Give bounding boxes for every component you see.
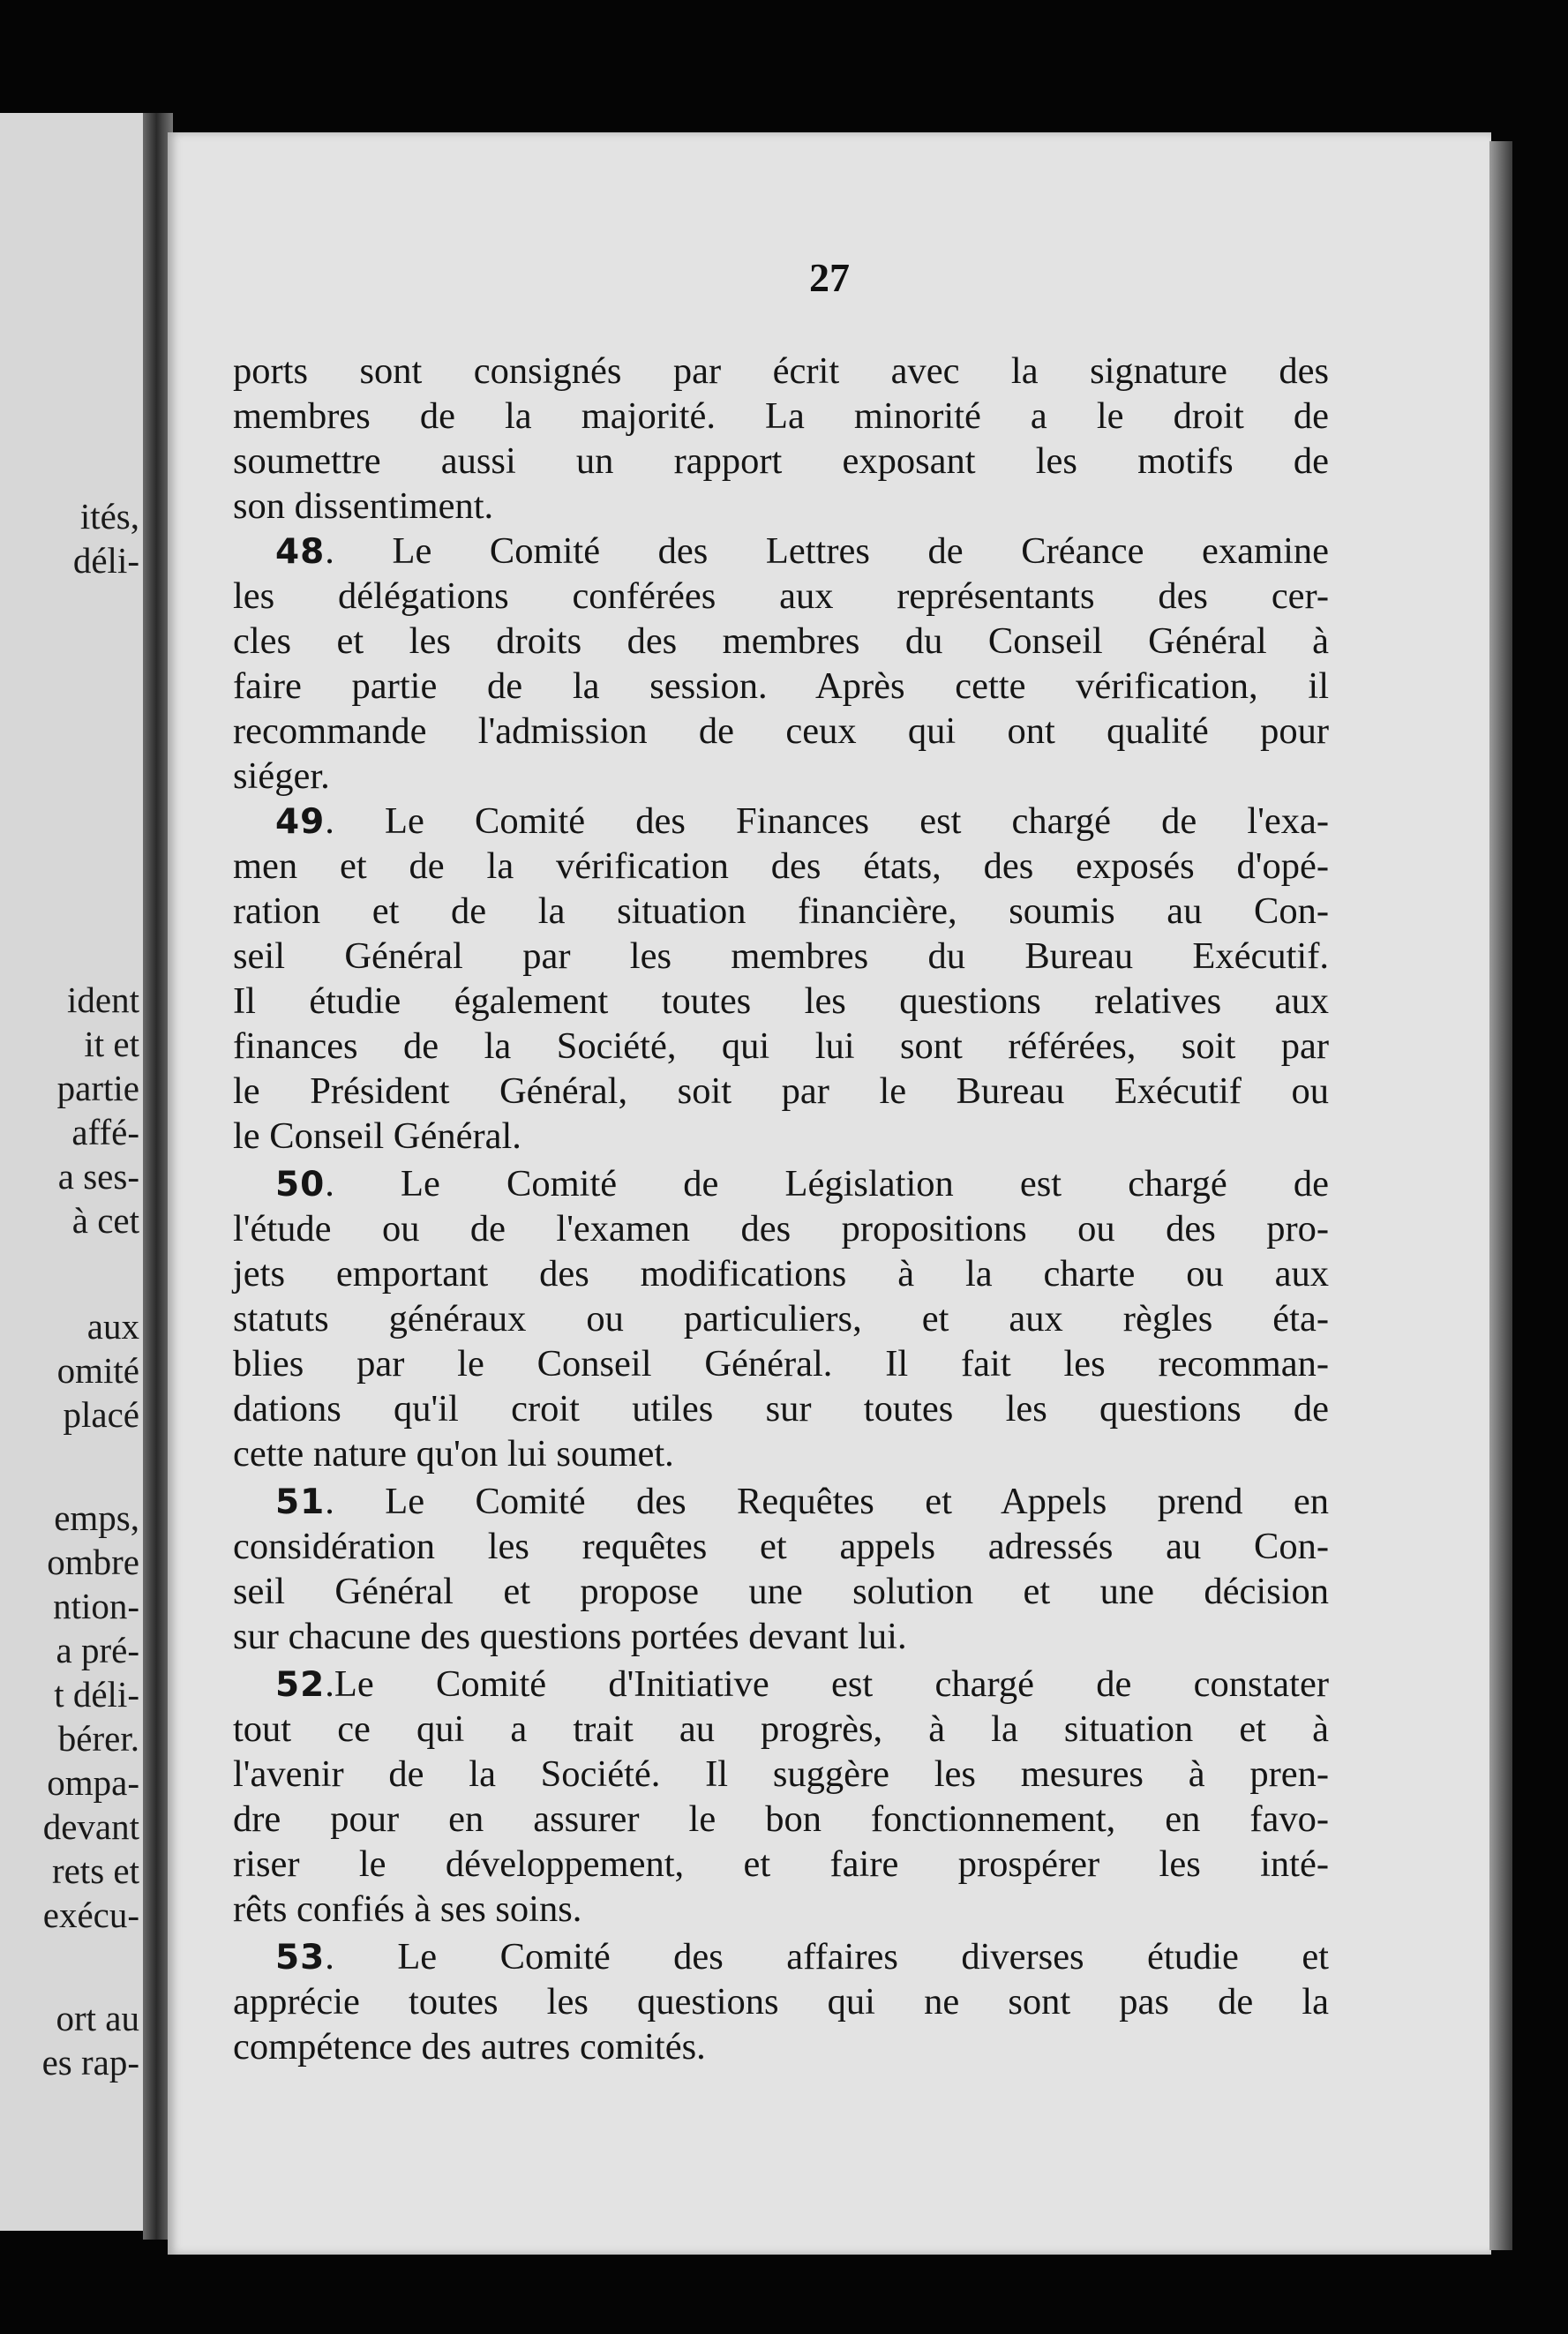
article-50 bbox=[233, 1161, 1329, 1476]
text-line bbox=[233, 1341, 1329, 1386]
left-page-line: rets et bbox=[51, 1850, 139, 1891]
line-text: membres de la majorité. La minorité a le droit de bbox=[233, 395, 1329, 437]
left-page-line: it et bbox=[84, 1024, 139, 1064]
left-page-line: emps, bbox=[54, 1497, 139, 1538]
text-line bbox=[233, 2024, 1329, 2069]
line-text: siéger. bbox=[233, 755, 330, 797]
text-line bbox=[233, 799, 1329, 844]
text-line bbox=[233, 1569, 1329, 1614]
paragraph-gap bbox=[233, 2069, 1329, 2072]
line-text: dations qu'il croit utiles sur toutes les questions de bbox=[233, 1388, 1329, 1430]
left-page-line: t déli- bbox=[54, 1674, 139, 1715]
line-text: considération les requêtes et appels adressés au Con- bbox=[233, 1526, 1329, 1567]
text-line bbox=[233, 394, 1329, 439]
line-text: . Le Comité des affaires diverses étudie et bbox=[325, 1936, 1329, 1978]
left-page-line: omité bbox=[56, 1350, 139, 1391]
text-line bbox=[233, 934, 1329, 979]
line-text: l'avenir de la Société. Il suggère les mesures à pren- bbox=[233, 1753, 1329, 1795]
text-line bbox=[233, 1161, 1329, 1206]
text-line bbox=[233, 349, 1329, 394]
article-number: 52 bbox=[275, 1665, 326, 1705]
line-text: soumettre aussi un rapport exposant les motifs de bbox=[233, 440, 1329, 482]
left-page-line: es rap- bbox=[41, 2042, 139, 2083]
text-line bbox=[233, 1206, 1329, 1251]
text-line bbox=[233, 529, 1329, 574]
line-text: . Le Comité de Législation est chargé de bbox=[325, 1163, 1329, 1205]
text-line bbox=[233, 484, 1329, 529]
line-text: sur chacune des questions portées devant lui. bbox=[233, 1616, 907, 1657]
line-text: l'étude ou de l'examen des propositions ou des pro- bbox=[233, 1208, 1329, 1250]
text-line bbox=[233, 1479, 1329, 1524]
line-text: blies par le Conseil Général. Il fait les recomman- bbox=[233, 1343, 1329, 1385]
text-line bbox=[233, 1386, 1329, 1431]
text-line bbox=[233, 1887, 1329, 1932]
left-page-line: ompa- bbox=[47, 1762, 139, 1803]
article-number: 49 bbox=[275, 802, 326, 842]
line-text: son dissentiment. bbox=[233, 485, 494, 527]
left-page-line: ntion- bbox=[53, 1586, 139, 1626]
text-line bbox=[233, 1842, 1329, 1887]
line-text: Il étudie également toutes les questions relatives aux bbox=[233, 980, 1329, 1022]
article-number: 53 bbox=[275, 1938, 326, 1978]
text-line bbox=[233, 979, 1329, 1024]
paragraph-continued bbox=[233, 349, 1329, 529]
article-number: 50 bbox=[275, 1165, 326, 1205]
line-text: rêts confiés à ses soins. bbox=[233, 1888, 582, 1930]
text-line bbox=[233, 664, 1329, 709]
line-text: apprécie toutes les questions qui ne sont pas de la bbox=[233, 1981, 1329, 2023]
line-text: cles et les droits des membres du Conseil Général à bbox=[233, 620, 1329, 662]
page-number: 27 bbox=[809, 255, 850, 300]
left-page-line: affé- bbox=[71, 1112, 139, 1152]
left-page-line: exécu- bbox=[42, 1895, 139, 1935]
text-line bbox=[233, 1614, 1329, 1659]
line-text: statuts généraux ou particuliers, et aux règles éta- bbox=[233, 1298, 1329, 1340]
article-number: 51 bbox=[275, 1482, 326, 1522]
text-line bbox=[233, 1707, 1329, 1752]
text-line bbox=[233, 1024, 1329, 1069]
line-text: compétence des autres comités. bbox=[233, 2026, 706, 2068]
text-line bbox=[233, 1069, 1329, 1114]
text-line bbox=[233, 619, 1329, 664]
line-text: le Président Général, soit par le Bureau Exécutif ou bbox=[233, 1070, 1329, 1112]
left-page-line: a pré- bbox=[56, 1630, 139, 1670]
text-line bbox=[233, 1114, 1329, 1159]
text-line bbox=[233, 1296, 1329, 1341]
article-number: 48 bbox=[275, 532, 326, 572]
line-text: riser le développement, et faire prospérer les inté- bbox=[233, 1843, 1329, 1885]
line-text: les délégations conférées aux représentants des cer- bbox=[233, 575, 1329, 617]
line-text: cette nature qu'on lui soumet. bbox=[233, 1433, 674, 1475]
line-text: jets emportant des modifications à la charte ou aux bbox=[233, 1253, 1329, 1295]
left-page-line: ident bbox=[67, 979, 139, 1020]
left-page-line: ort au bbox=[56, 1998, 139, 2038]
line-text: recommande l'admission de ceux qui ont qualité pour bbox=[233, 710, 1329, 752]
left-page-line: à cet bbox=[71, 1200, 139, 1241]
text-line bbox=[233, 439, 1329, 484]
left-page-line: aux bbox=[86, 1306, 139, 1347]
text-line bbox=[233, 574, 1329, 619]
line-text: dre pour en assurer le bon fonctionnement, en favo- bbox=[233, 1798, 1329, 1840]
text-line bbox=[233, 1797, 1329, 1842]
line-text: ration et de la situation financière, soumis au Con- bbox=[233, 890, 1329, 932]
text-line bbox=[233, 1662, 1329, 1707]
line-text: ports sont consignés par écrit avec la signature des bbox=[233, 350, 1329, 392]
line-text: finances de la Société, qui lui sont référées, soit par bbox=[233, 1025, 1329, 1067]
line-text: seil Général et propose une solution et une décision bbox=[233, 1571, 1329, 1612]
left-page-line: ités, bbox=[79, 496, 139, 537]
line-text: men et de la vérification des états, des exposés d'opé- bbox=[233, 845, 1329, 887]
article-48 bbox=[233, 529, 1329, 799]
line-text: . Le Comité des Requêtes et Appels prend en bbox=[325, 1481, 1329, 1522]
line-text: .Le Comité d'Initiative est chargé de constater bbox=[325, 1663, 1329, 1705]
left-page-line: bérer. bbox=[57, 1718, 139, 1759]
line-text: tout ce qui a trait au progrès, à la situation et à bbox=[233, 1708, 1329, 1750]
text-line bbox=[233, 1752, 1329, 1797]
line-text: . Le Comité des Finances est chargé de l'exa- bbox=[325, 800, 1329, 842]
left-page-line: déli- bbox=[72, 540, 139, 581]
text-line bbox=[233, 1934, 1329, 1979]
text-line bbox=[233, 889, 1329, 934]
line-text: faire partie de la session. Après cette vérification, il bbox=[233, 665, 1329, 707]
book-page bbox=[168, 132, 1491, 2255]
text-line bbox=[233, 844, 1329, 889]
line-text: le Conseil Général. bbox=[233, 1115, 521, 1157]
article-53 bbox=[233, 1934, 1329, 2069]
left-page-line: a ses- bbox=[57, 1156, 139, 1197]
text-line bbox=[233, 1251, 1329, 1296]
text-line bbox=[233, 1524, 1329, 1569]
left-page-line: partie bbox=[56, 1068, 139, 1108]
left-page-line: placé bbox=[63, 1394, 139, 1435]
left-page-line: devant bbox=[42, 1806, 139, 1847]
left-page-line: ombre bbox=[47, 1542, 139, 1582]
article-51 bbox=[233, 1479, 1329, 1659]
text-line bbox=[233, 1431, 1329, 1476]
line-text: . Le Comité des Lettres de Créance examine bbox=[325, 530, 1329, 572]
previous-page-fragment bbox=[0, 113, 152, 2231]
text-line bbox=[233, 754, 1329, 799]
article-52 bbox=[233, 1662, 1329, 1932]
page-text bbox=[233, 349, 1329, 2072]
article-49 bbox=[233, 799, 1329, 1159]
text-line bbox=[233, 1979, 1329, 2024]
text-line bbox=[233, 709, 1329, 754]
page-edge bbox=[1489, 141, 1512, 2250]
line-text: seil Général par les membres du Bureau Exécutif. bbox=[233, 935, 1329, 977]
